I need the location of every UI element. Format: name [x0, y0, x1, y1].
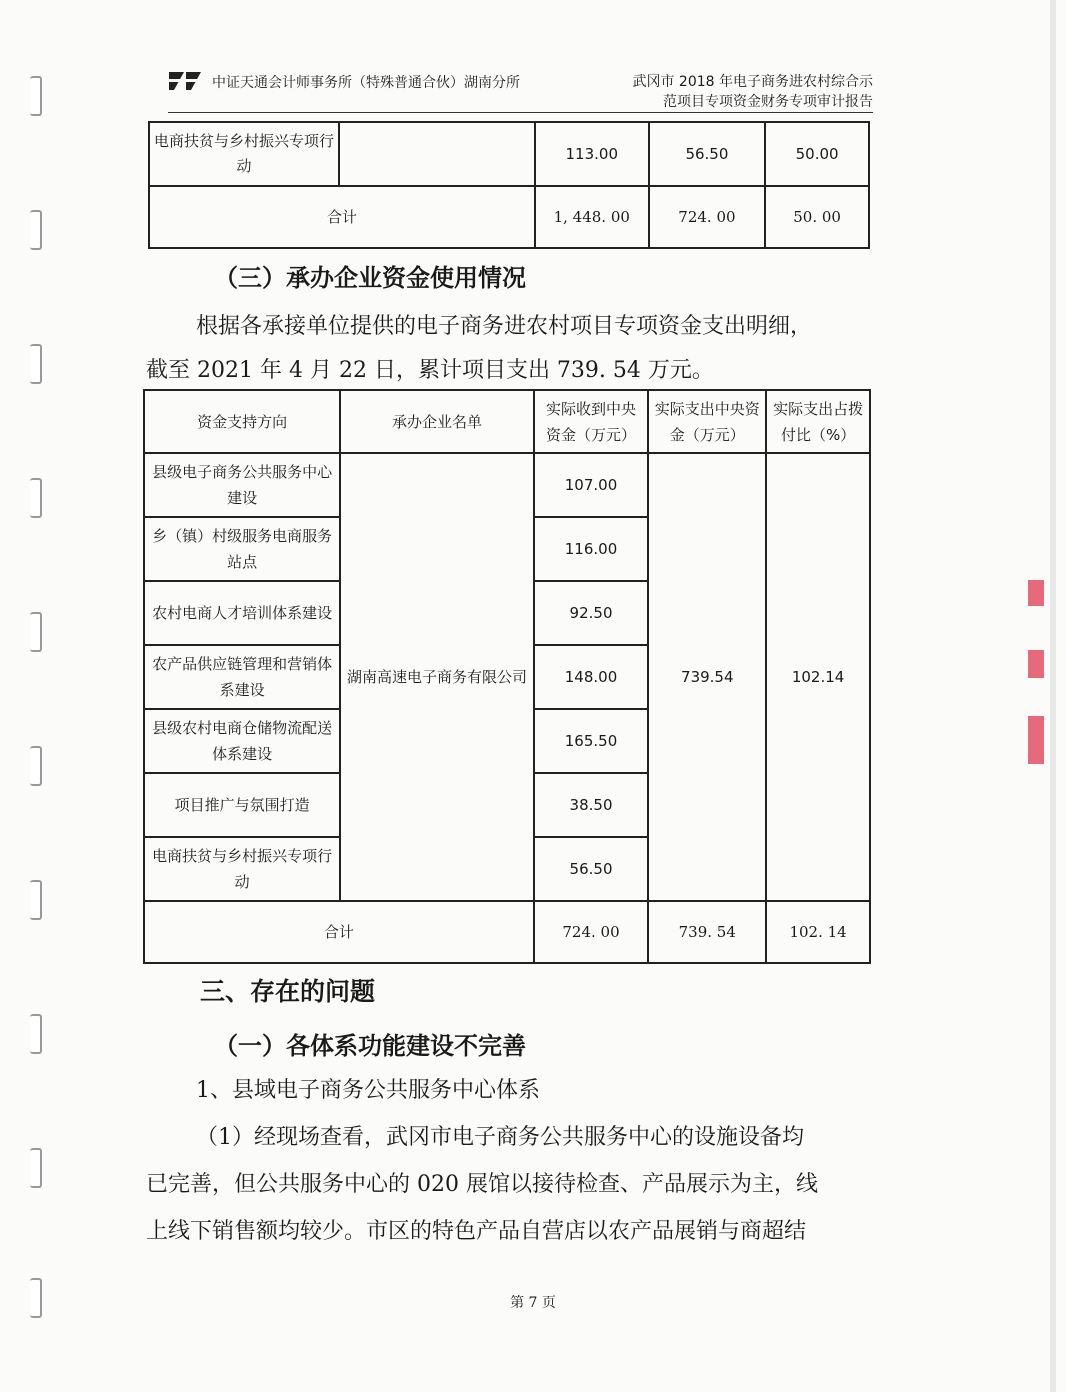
table-cell: 739. 54	[648, 901, 766, 963]
punch-hole	[30, 210, 42, 250]
table-row	[144, 453, 870, 517]
table-cell: 92.50	[534, 581, 649, 645]
seal-stamp-fragment	[1028, 580, 1044, 606]
table-cell: 项目推广与氛围打造	[144, 773, 340, 837]
table-cell: 165.50	[534, 709, 649, 773]
table-cell: 102. 14	[766, 901, 870, 963]
punch-hole	[30, 1148, 42, 1188]
firm-name: 中证天通会计师事务所（特殊普通合伙）湖南分所	[212, 75, 520, 91]
table-cell: 50. 00	[765, 186, 869, 248]
table-total-row	[144, 901, 870, 963]
table-cell: 148.00	[534, 645, 649, 709]
paragraph-line: 上线下销售额均较少。市区的特色产品自营店以农产品展销与商超结	[146, 1219, 807, 1244]
table-cell: 农村电商人才培训体系建设	[144, 581, 340, 645]
table-cell: 38.50	[534, 773, 649, 837]
table-cell: 电商扶贫与乡村振兴专项行动	[144, 837, 340, 901]
company-cell: 湖南高速电子商务有限公司	[340, 453, 533, 901]
section-heading: （一）各体系功能建设不完善	[214, 1031, 526, 1060]
allocation-table	[148, 121, 870, 249]
table-cell: 50.00	[765, 122, 869, 186]
table-cell: 合计	[149, 186, 535, 248]
report-title: 武冈市 2018 年电子商务进农村综合示 范项目专项资金财务专项审计报告	[632, 74, 873, 110]
punch-hole	[30, 612, 42, 652]
spent-cell: 739.54	[648, 453, 766, 901]
ratio-cell: 102.14	[766, 453, 870, 901]
table-header-cell: 实际支出中央资金（万元）	[648, 390, 766, 453]
page-number: 第 7 页	[510, 1295, 556, 1311]
paragraph-line: 根据各承接单位提供的电子商务进农村项目专项资金支出明细，	[196, 314, 813, 339]
paragraph-line: （1）经现场查看，武冈市电子商务公共服务中心的设施设备均	[196, 1125, 804, 1150]
page-edge	[1050, 0, 1056, 1392]
punch-hole	[30, 478, 42, 518]
paragraph-line: 1、县域电子商务公共服务中心体系	[196, 1078, 540, 1103]
table-cell: 116.00	[534, 517, 649, 581]
punch-hole	[30, 1014, 42, 1054]
table-total-row	[149, 186, 869, 248]
table-cell: 113.00	[535, 122, 649, 186]
table-cell: 724. 00	[534, 901, 649, 963]
paragraph-line: 截至 2021 年 4 月 22 日，累计项目支出 739. 54 万元。	[146, 358, 714, 383]
section-heading: （三）承办企业资金使用情况	[214, 263, 526, 292]
table-cell: 56.50	[534, 837, 649, 901]
table-cell: 乡（镇）村级服务电商服务站点	[144, 517, 340, 581]
table-cell: 县级农村电商仓储物流配送体系建设	[144, 709, 340, 773]
seal-stamp-fragment	[1028, 716, 1044, 764]
punch-hole	[30, 880, 42, 920]
table-cell: 107.00	[534, 453, 649, 517]
table-cell: 56.50	[649, 122, 766, 186]
table-cell: 农产品供应链管理和营销体系建设	[144, 645, 340, 709]
paragraph-line: 已完善，但公共服务中心的 020 展馆以接待检查、产品展示为主，线	[146, 1172, 818, 1197]
chapter-heading: 三、存在的问题	[200, 977, 376, 1006]
table-cell: 1, 448. 00	[535, 186, 649, 248]
punch-hole	[30, 746, 42, 786]
table-row	[149, 122, 869, 186]
table-cell: 电商扶贫与乡村振兴专项行动	[149, 122, 535, 186]
page-header	[168, 66, 873, 113]
table-header-cell: 承办企业名单	[340, 390, 533, 453]
table-header-cell: 资金支持方向	[144, 390, 340, 453]
punch-hole	[30, 344, 42, 384]
punch-hole	[30, 76, 42, 116]
seal-stamp-fragment	[1028, 650, 1044, 678]
table-cell: 县级电子商务公共服务中心建设	[144, 453, 340, 517]
firm-logo-icon	[168, 70, 202, 92]
table-cell: 合计	[144, 901, 534, 963]
expenditure-table	[143, 389, 871, 964]
table-cell: 724. 00	[649, 186, 766, 248]
table-header-row	[144, 390, 870, 453]
table-header-cell: 实际支出占拨付比（%）	[766, 390, 870, 453]
table-header-cell: 实际收到中央资金（万元）	[534, 390, 649, 453]
